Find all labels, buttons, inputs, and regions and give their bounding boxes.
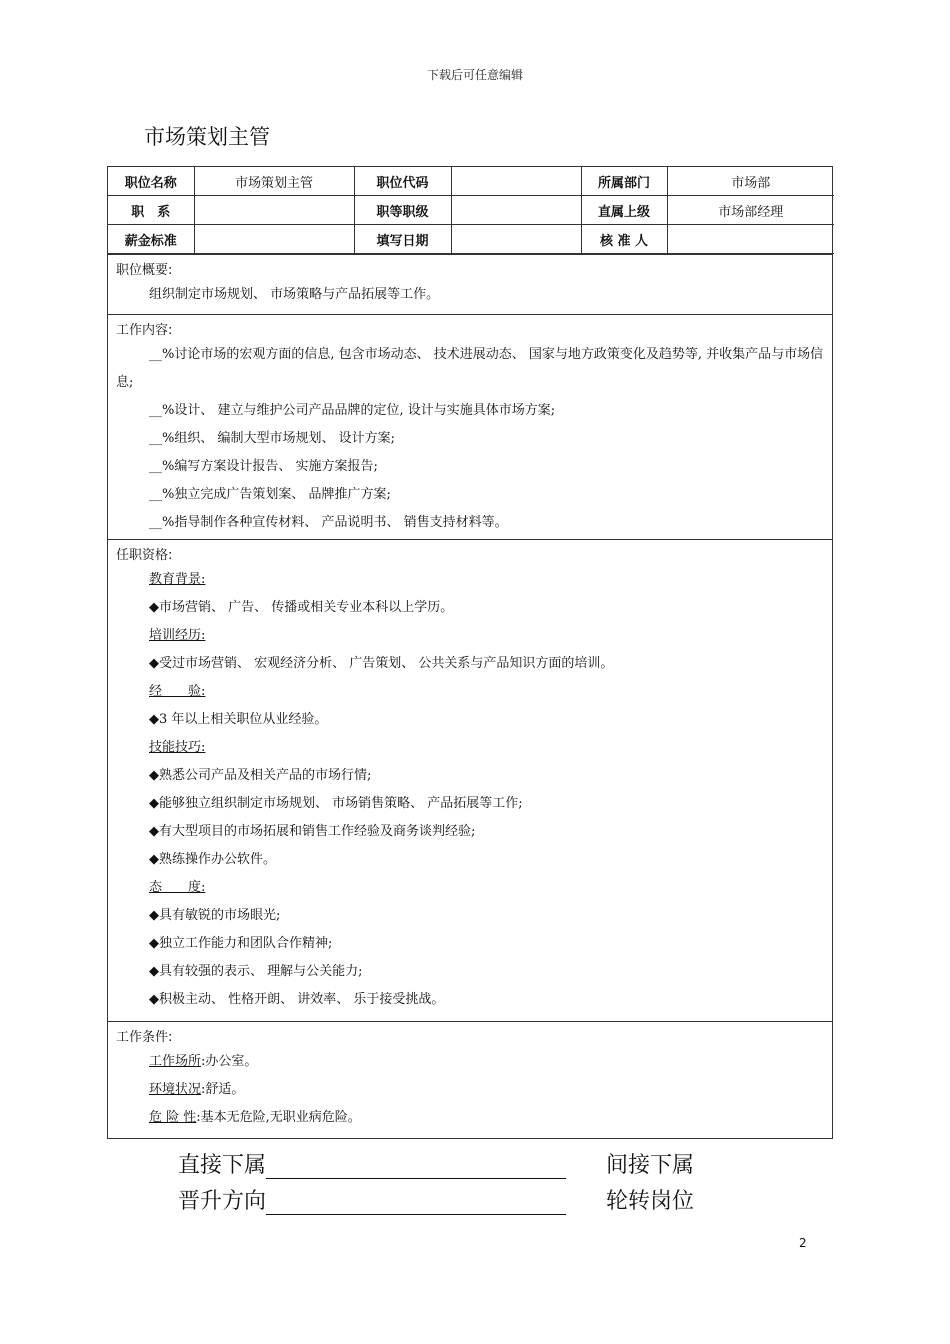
info-table (108, 167, 834, 254)
list-item: ◆具有较强的表示、 理解与公关能力; (149, 964, 363, 979)
cell-label: 填写日期 (354, 225, 451, 254)
overview-title: 职位概要: (116, 263, 173, 278)
promotion-label: 晋升方向 (178, 1189, 267, 1214)
list-item: ◆能够独立组织制定市场规划、 市场销售策略、 产品拓展等工作; (149, 796, 523, 811)
education-label: 教育背景: (149, 572, 206, 587)
cell-label: 职位名称 (108, 167, 194, 196)
direct-subordinate-label: 直接下属 (178, 1153, 267, 1178)
overview-section (108, 254, 832, 314)
cell-label: 所属部门 (581, 167, 667, 196)
duties-title: 工作内容: (116, 323, 173, 338)
list-item: ◆3 年以上相关职位从业经验。 (149, 712, 328, 727)
list-item: __%独立完成广告策划案、 品牌推广方案; (149, 487, 391, 502)
cell-value: 市场部 (667, 167, 834, 196)
table-row (108, 196, 834, 225)
cell-value (194, 196, 354, 225)
document-title: 市场策划主管 (144, 125, 270, 149)
cell-value (667, 225, 834, 254)
blank-line (266, 1156, 566, 1179)
cell-label: 职 系 (108, 196, 194, 225)
list-item: ◆受过市场营销、 宏观经济分析、 广告策划、 公共关系与产品知识方面的培训。 (149, 656, 614, 671)
list-item: ◆熟悉公司产品及相关产品的市场行情; (149, 768, 372, 783)
list-item: ◆有大型项目的市场拓展和销售工作经验及商务谈判经验; (149, 824, 476, 839)
duties-section (108, 314, 832, 539)
job-description-form (107, 166, 833, 1139)
list-item: __%指导制作各种宣传材料、 产品说明书、 销售支持材料等。 (149, 515, 508, 530)
conditions-title: 工作条件: (116, 1030, 173, 1045)
cell-label: 职位代码 (354, 167, 451, 196)
list-item: __%组织、 编制大型市场规划、 设计方案; (149, 431, 395, 446)
skills-label: 技能技巧: (149, 740, 206, 755)
qualifications-title: 任职资格: (116, 548, 173, 563)
table-row (108, 225, 834, 254)
promotion-line (178, 1184, 566, 1215)
list-item: 工作场所:办公室。 (149, 1054, 258, 1069)
list-item: ◆熟练操作办公软件。 (149, 852, 276, 867)
list-item: __%设计、 建立与维护公司产品品牌的定位, 设计与实施具体市场方案; (149, 403, 556, 418)
direct-subordinate-line (178, 1148, 566, 1179)
table-row (108, 167, 834, 196)
experience-label: 经 验: (149, 684, 206, 699)
list-item: __%编写方案设计报告、 实施方案报告; (149, 459, 378, 474)
attitude-label: 态 度: (149, 880, 206, 895)
cell-label: 核 准 人 (581, 225, 667, 254)
header-note: 下载后可任意编辑 (426, 68, 523, 82)
conditions-section (108, 1021, 832, 1138)
list-item: ◆市场营销、 广告、 传播或相关专业本科以上学历。 (149, 600, 454, 615)
cell-value (451, 225, 581, 254)
cell-label: 职等职级 (354, 196, 451, 225)
overview-text: 组织制定市场规划、 市场策略与产品拓展等工作。 (149, 287, 440, 302)
page-number: 2 (799, 1236, 807, 1250)
cell-value: 市场策划主管 (194, 167, 354, 196)
rotation-label: 轮转岗位 (606, 1189, 695, 1214)
training-label: 培训经历: (149, 628, 206, 643)
cell-value (451, 196, 581, 225)
list-item: 危 险 性:基本无危险,无职业病危险。 (149, 1110, 361, 1125)
indirect-subordinate-label: 间接下属 (606, 1153, 695, 1178)
list-item: __%讨论市场的宏观方面的信息, 包含市场动态、 技术进展动态、 国家与地方政策变化及趋势等, 并收集产品与市场信息; (116, 347, 824, 390)
cell-value: 市场部经理 (667, 196, 834, 225)
list-item: ◆独立工作能力和团队合作精神; (149, 936, 333, 951)
cell-value (194, 225, 354, 254)
cell-label: 直属上级 (581, 196, 667, 225)
cell-label: 薪金标准 (108, 225, 194, 254)
list-item: ◆具有敏锐的市场眼光; (149, 908, 281, 923)
list-item: 环境状况:舒适。 (149, 1082, 245, 1097)
cell-value (451, 167, 581, 196)
qualifications-section (108, 539, 832, 1021)
list-item: ◆积极主动、 性格开朗、 讲效率、 乐于接受挑战。 (149, 992, 445, 1007)
blank-line (266, 1192, 566, 1215)
